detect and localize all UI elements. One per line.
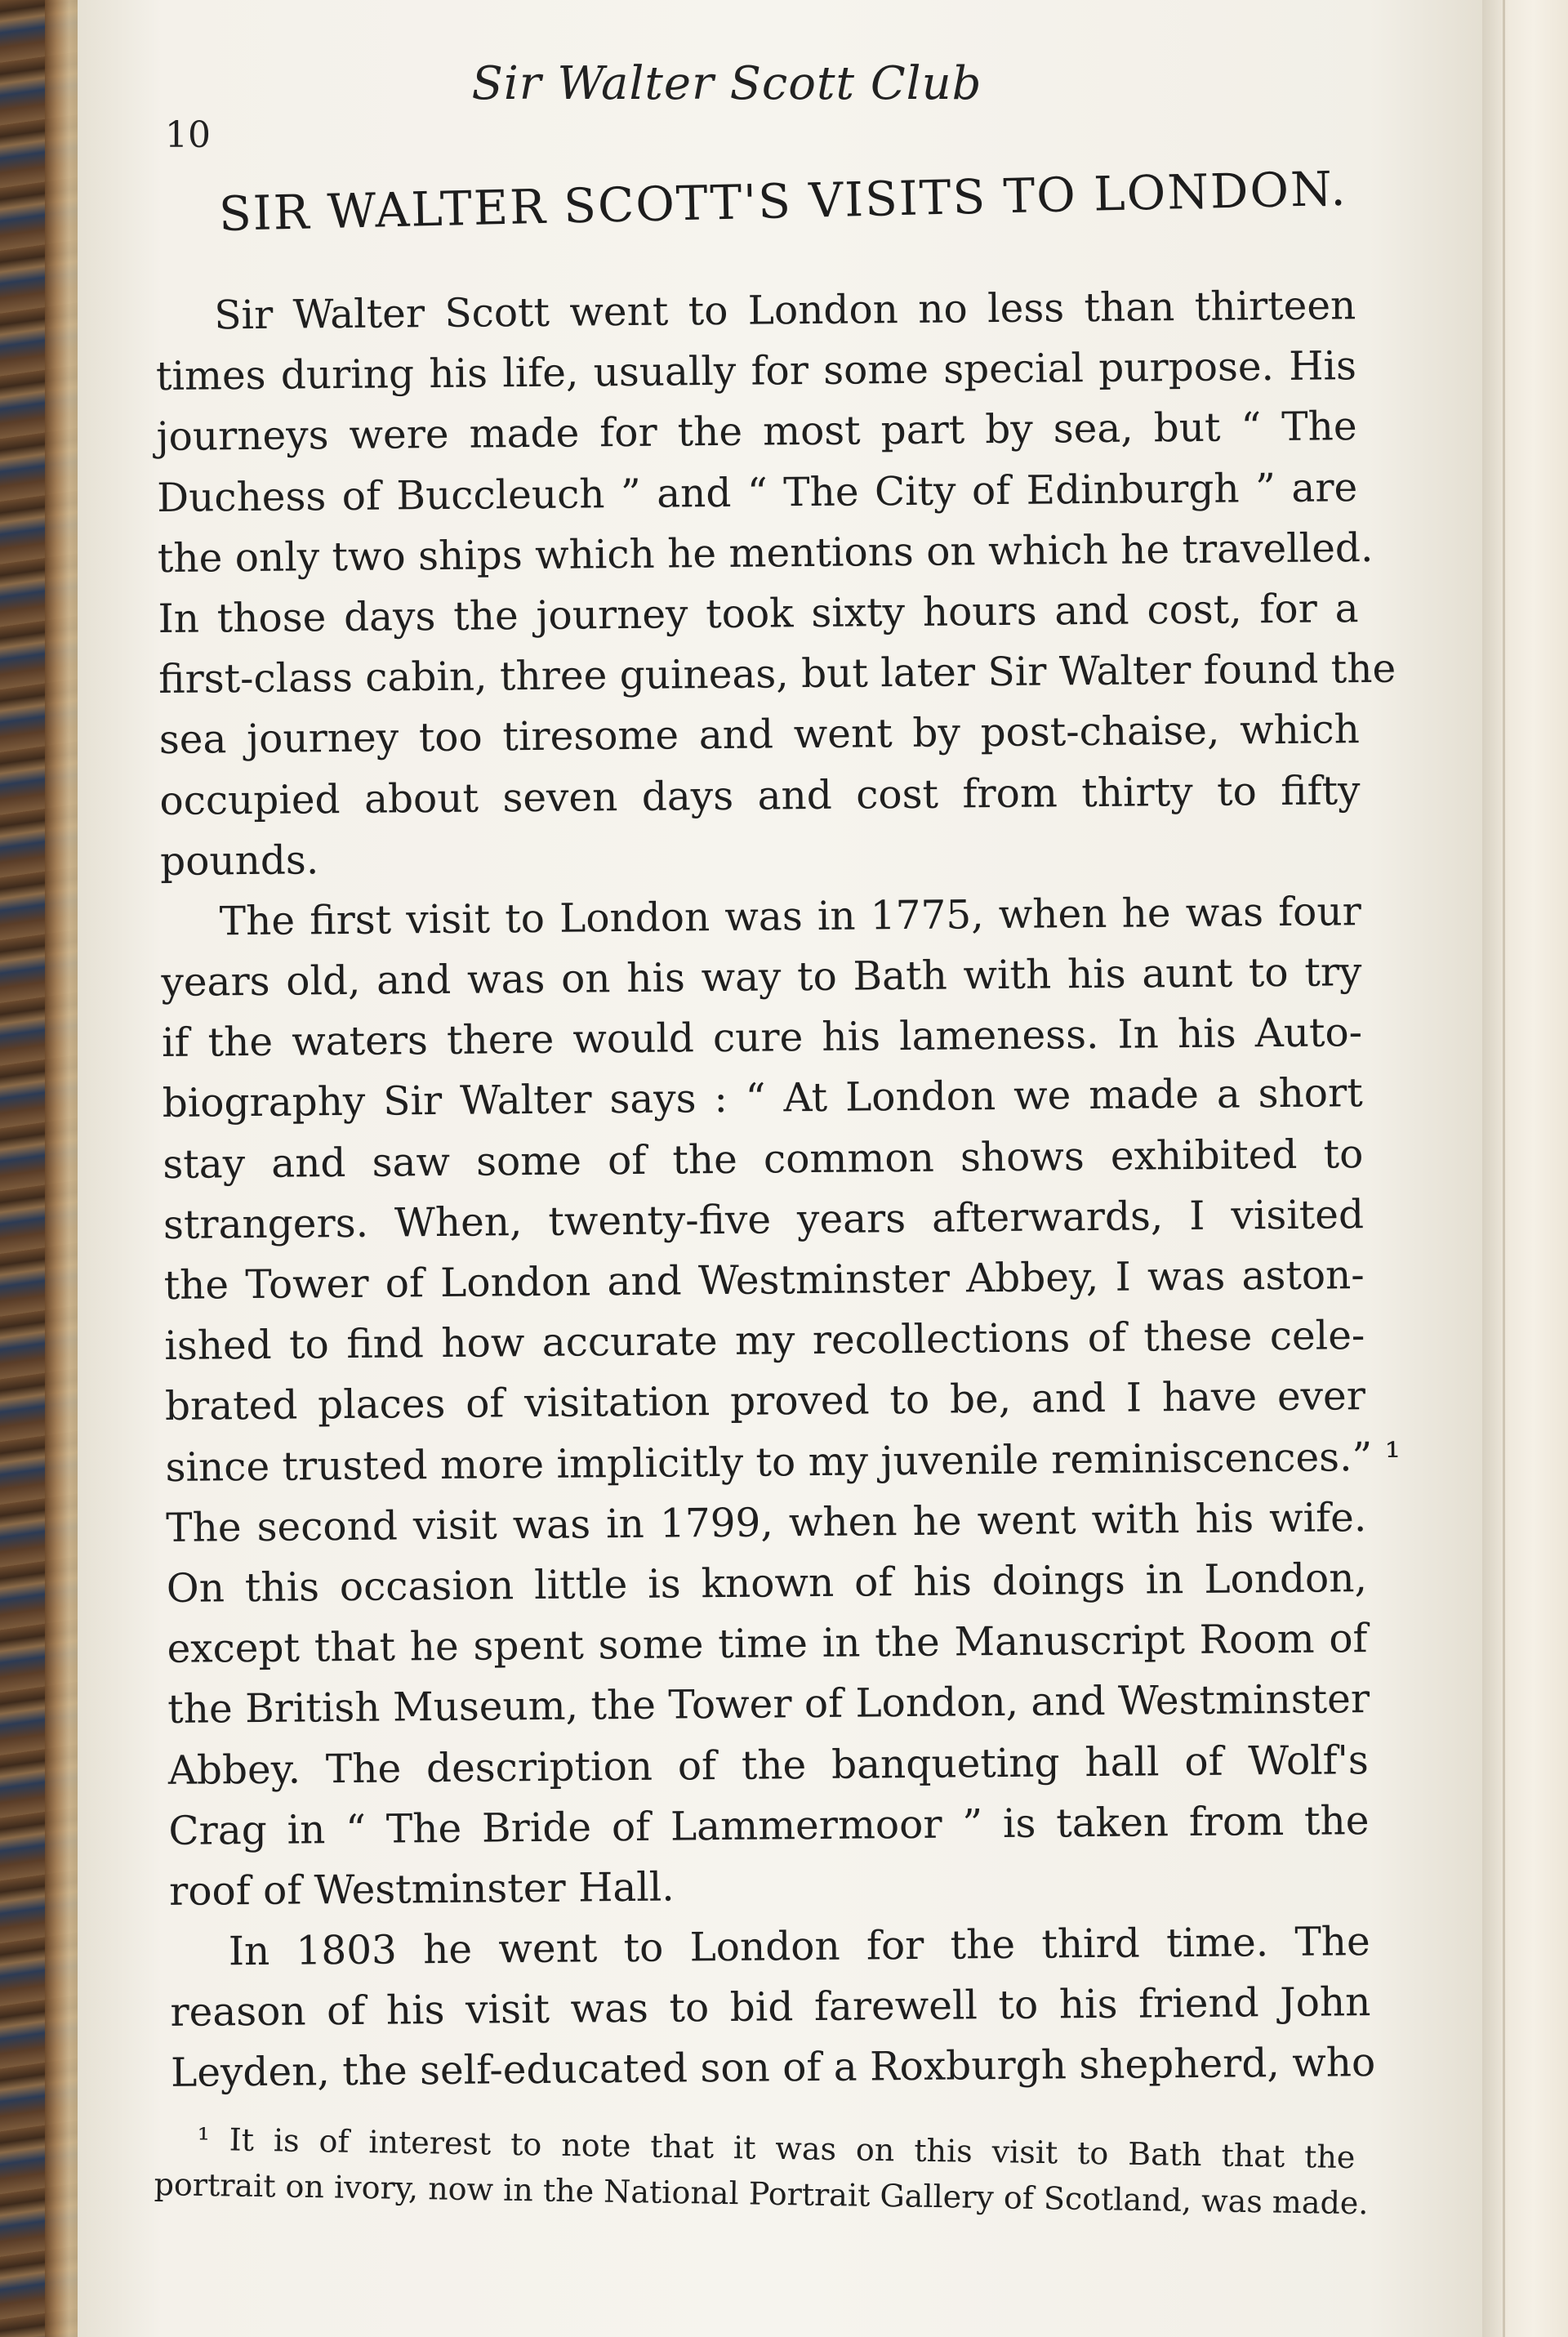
body-line: The first visit to London was in 1775, when he was four (219, 889, 1361, 945)
page-fold-line (1503, 0, 1505, 2337)
page-number: 10 (165, 114, 211, 156)
body-line: Crag in “ The Bride of Lammermoor ” is taken from the (168, 1797, 1370, 1854)
body-line: the Tower of London and Westminster Abbey, I was aston- (163, 1252, 1365, 1309)
body-line: strangers. When, twenty-five years afterwards, I visited (163, 1191, 1365, 1248)
body-line: Sir Walter Scott went to London no less than thirteen (214, 283, 1356, 339)
body-line: ished to find how accurate my recollections of these cele- (164, 1313, 1365, 1370)
facing-page-edge (1482, 0, 1568, 2337)
body-line: Leyden, the self-educated son of a Roxburgh shepherd, who (170, 2040, 1376, 2097)
body-line: years old, and was on his way to Bath with his aunt to try (161, 949, 1362, 1006)
body-line: first-class cabin, three guineas, but later Sir Walter found the (158, 645, 1396, 703)
footnote-line: portrait on ivory, now in the National Portrait Gallery of Scotland, was made. (154, 2165, 1369, 2222)
running-head: Sir Walter Scott Club (471, 57, 982, 110)
body-line: Abbey. The description of the banqueting hall of Wolf's (167, 1737, 1370, 1794)
body-line: journeys were made for the most part by sea, but “ The (156, 404, 1357, 461)
chapter-title: SIR WALTER SCOTT'S VISITS TO LONDON. (218, 160, 1348, 242)
body-line: the British Museum, the Tower of London, and Westminster (167, 1676, 1370, 1733)
body-line: brated places of visitation proved to be, and I have ever (164, 1373, 1366, 1430)
body-line: stay and saw some of the common shows exhibited to (163, 1131, 1364, 1188)
body-line: the only two ships which he mentions on which he travelled. (157, 524, 1374, 582)
body-line: In 1803 he went to London for the third time. The (228, 1919, 1370, 1975)
body-line: occupied about seven days and cost from thirty to fifty (159, 767, 1361, 824)
body-line: times during his life, usually for some special purpose. His (155, 343, 1357, 400)
body-line: biography Sir Walter says : “ At London we made a short (162, 1070, 1363, 1127)
body-line: if the waters there would cure his lameness. In his Auto- (161, 1010, 1363, 1067)
body-line: In those days the journey took sixty hours and cost, for a (158, 586, 1359, 642)
body-line: roof of Westminster Hall. (168, 1864, 675, 1915)
body-line: On this occasion little is known of his doings in London, (166, 1555, 1368, 1612)
body-line: except that he spent some time in the Manuscript Room of (167, 1616, 1368, 1673)
body-line: reason of his visit was to bid farewell to his friend John (170, 1979, 1371, 2036)
body-line: since trusted more implicitly to my juvenile reminiscences.” ¹ (165, 1434, 1401, 1491)
body-line: pounds. (159, 836, 319, 885)
body-text (155, 275, 1401, 2103)
body-line: sea journey too tiresome and went by post-chaise, which (158, 707, 1361, 764)
body-line: Duchess of Buccleuch ” and “ The City of Edinburgh ” are (157, 464, 1358, 521)
body-line: The second visit was in 1799, when he went with his wife. (166, 1494, 1367, 1551)
spine-edge (45, 0, 79, 2337)
footnote (154, 2116, 1369, 2226)
footnote-line: ¹ It is of interest to note that it was on this visit to Bath that the (197, 2121, 1356, 2176)
